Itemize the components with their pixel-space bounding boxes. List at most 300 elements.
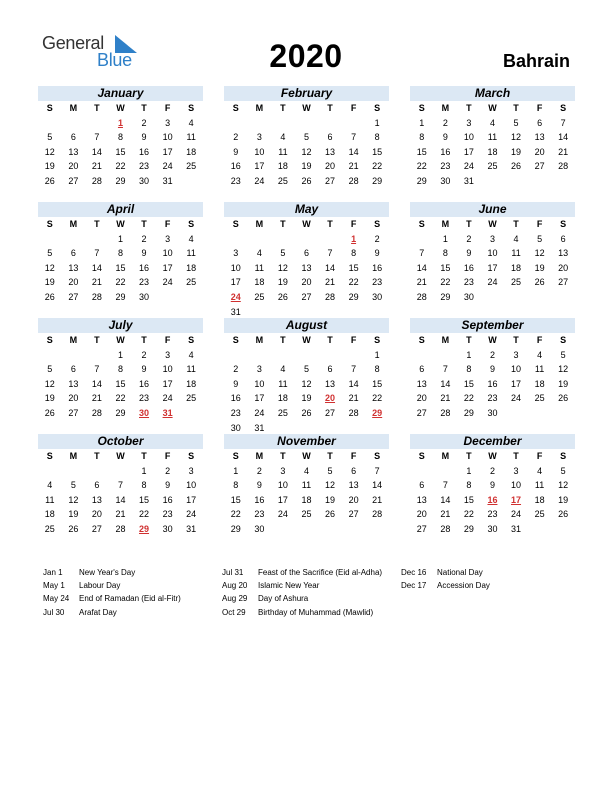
day-cell: 4 bbox=[188, 233, 194, 244]
holiday-day-cell: 17 bbox=[511, 494, 522, 505]
weekday-label: W bbox=[116, 451, 125, 461]
day-cell: 22 bbox=[115, 161, 126, 172]
day-cell: 30 bbox=[440, 175, 451, 186]
weekday-label: S bbox=[46, 451, 53, 461]
day-cell: 4 bbox=[537, 349, 543, 360]
weekday-label: W bbox=[488, 103, 497, 113]
holiday-item bbox=[222, 592, 382, 605]
day-cell: 21 bbox=[558, 146, 569, 157]
day-cell: 18 bbox=[44, 509, 55, 520]
empty-cell bbox=[224, 348, 248, 363]
day-cell: 4 bbox=[537, 465, 543, 476]
holiday-day-cell: 1 bbox=[117, 117, 123, 128]
day-cell: 21 bbox=[440, 509, 451, 520]
holiday-name: Islamic New Year bbox=[258, 581, 320, 591]
weekday-label: T bbox=[513, 103, 519, 113]
day-cell: 26 bbox=[511, 161, 522, 172]
day-cell: 11 bbox=[487, 132, 498, 143]
day-cell: 13 bbox=[91, 494, 102, 505]
day-cell: 19 bbox=[558, 494, 569, 505]
weekday-label: S bbox=[232, 103, 239, 113]
day-cell: 23 bbox=[487, 393, 498, 404]
weekday-label: S bbox=[418, 335, 425, 345]
day-cell: 3 bbox=[513, 349, 519, 360]
day-cell: 8 bbox=[466, 364, 472, 375]
empty-cell bbox=[481, 174, 505, 189]
day-cell: 7 bbox=[560, 117, 566, 128]
day-cell: 7 bbox=[94, 132, 100, 143]
day-cell: 4 bbox=[188, 349, 194, 360]
day-cell: 17 bbox=[277, 494, 288, 505]
weekday-label: S bbox=[46, 103, 53, 113]
month-november bbox=[224, 434, 389, 537]
day-cell: 3 bbox=[188, 465, 194, 476]
weekday-label: T bbox=[327, 451, 333, 461]
empty-cell bbox=[410, 232, 434, 247]
day-cell: 26 bbox=[277, 291, 288, 302]
weekday-label: M bbox=[255, 335, 264, 345]
day-cell: 23 bbox=[162, 509, 173, 520]
day-cell: 30 bbox=[487, 523, 498, 534]
day-cell: 8 bbox=[233, 480, 239, 491]
empty-cell bbox=[271, 421, 295, 436]
day-cell: 7 bbox=[419, 248, 425, 259]
day-cell: 26 bbox=[44, 407, 55, 418]
empty-cell bbox=[528, 174, 552, 189]
day-cell: 22 bbox=[463, 393, 474, 404]
day-cell: 17 bbox=[162, 378, 173, 389]
day-cell: 13 bbox=[558, 248, 569, 259]
holiday-day-cell: 29 bbox=[372, 407, 383, 418]
empty-cell bbox=[271, 348, 295, 363]
day-cell: 16 bbox=[487, 378, 498, 389]
empty-cell bbox=[342, 305, 366, 320]
day-cell: 22 bbox=[416, 161, 427, 172]
day-cell: 31 bbox=[254, 422, 265, 433]
empty-cell bbox=[38, 348, 62, 363]
day-cell: 25 bbox=[301, 509, 312, 520]
day-cell: 23 bbox=[487, 509, 498, 520]
day-cell: 10 bbox=[487, 248, 498, 259]
day-cell: 28 bbox=[325, 291, 336, 302]
day-cell: 16 bbox=[372, 262, 383, 273]
day-cell: 1 bbox=[419, 117, 425, 128]
day-cell: 20 bbox=[301, 277, 312, 288]
day-cell: 8 bbox=[374, 132, 380, 143]
weekday-label: S bbox=[46, 335, 53, 345]
day-cell: 24 bbox=[254, 407, 265, 418]
month-january bbox=[38, 86, 203, 189]
day-cell: 7 bbox=[374, 465, 380, 476]
day-cell: 15 bbox=[348, 262, 359, 273]
day-cell: 12 bbox=[511, 132, 522, 143]
weekday-label: M bbox=[255, 219, 264, 229]
day-cell: 17 bbox=[254, 161, 265, 172]
empty-cell bbox=[365, 421, 389, 436]
day-cell: 26 bbox=[325, 509, 336, 520]
empty-cell bbox=[38, 464, 62, 479]
holiday-day-cell: 20 bbox=[325, 393, 336, 404]
holiday-name: End of Ramadan (Eid al-Fitr) bbox=[79, 594, 181, 604]
day-cell: 7 bbox=[94, 248, 100, 259]
day-cell: 15 bbox=[372, 146, 383, 157]
day-cell: 8 bbox=[117, 364, 123, 375]
day-cell: 6 bbox=[327, 364, 333, 375]
weekday-label: W bbox=[302, 335, 311, 345]
day-cell: 3 bbox=[466, 117, 472, 128]
empty-cell bbox=[271, 116, 295, 131]
day-cell: 13 bbox=[416, 494, 427, 505]
weekday-label: M bbox=[69, 335, 78, 345]
day-cell: 28 bbox=[91, 175, 102, 186]
holiday-date: Jul 30 bbox=[43, 607, 65, 617]
day-cell: 17 bbox=[511, 378, 522, 389]
day-cell: 5 bbox=[70, 480, 76, 491]
day-cell: 25 bbox=[186, 277, 197, 288]
day-cell: 18 bbox=[254, 277, 265, 288]
day-cell: 16 bbox=[139, 378, 150, 389]
day-cell: 3 bbox=[489, 233, 495, 244]
day-cell: 23 bbox=[139, 393, 150, 404]
day-cell: 7 bbox=[117, 480, 123, 491]
weekday-label: M bbox=[255, 451, 264, 461]
weekday-label: T bbox=[141, 219, 147, 229]
day-cell: 15 bbox=[372, 378, 383, 389]
empty-cell bbox=[318, 116, 342, 131]
day-cell: 18 bbox=[534, 378, 545, 389]
empty-cell bbox=[318, 522, 342, 537]
day-cell: 1 bbox=[233, 465, 239, 476]
weekday-label: T bbox=[513, 335, 519, 345]
day-cell: 19 bbox=[44, 161, 55, 172]
day-cell: 2 bbox=[374, 233, 380, 244]
day-cell: 7 bbox=[327, 248, 333, 259]
weekday-label: W bbox=[488, 451, 497, 461]
holiday-item bbox=[222, 579, 382, 592]
empty-cell bbox=[342, 348, 366, 363]
weekday-label: F bbox=[350, 219, 357, 229]
day-cell: 27 bbox=[416, 407, 427, 418]
day-cell: 29 bbox=[440, 291, 451, 302]
day-cell: 18 bbox=[301, 494, 312, 505]
day-cell: 9 bbox=[233, 146, 239, 157]
day-cell: 10 bbox=[254, 378, 265, 389]
holiday-name: Accession Day bbox=[437, 581, 490, 591]
month-june bbox=[410, 202, 575, 305]
day-cell: 29 bbox=[115, 291, 126, 302]
day-cell: 15 bbox=[139, 494, 150, 505]
day-cell: 14 bbox=[558, 132, 569, 143]
calendar-year: 2020 bbox=[269, 38, 343, 74]
day-cell: 22 bbox=[115, 393, 126, 404]
weekday-label: T bbox=[513, 451, 519, 461]
day-cell: 3 bbox=[165, 349, 171, 360]
weekday-label: T bbox=[513, 219, 519, 229]
day-cell: 27 bbox=[416, 523, 427, 534]
empty-cell bbox=[318, 232, 342, 247]
day-cell: 6 bbox=[303, 248, 309, 259]
empty-cell bbox=[248, 305, 272, 320]
weekday-label: M bbox=[441, 451, 450, 461]
day-cell: 13 bbox=[534, 132, 545, 143]
day-cell: 3 bbox=[280, 465, 286, 476]
weekday-label: S bbox=[232, 451, 239, 461]
empty-cell bbox=[179, 406, 203, 421]
day-cell: 23 bbox=[440, 161, 451, 172]
day-cell: 21 bbox=[115, 509, 126, 520]
weekday-label: F bbox=[536, 335, 543, 345]
day-cell: 27 bbox=[558, 277, 569, 288]
day-cell: 30 bbox=[139, 175, 150, 186]
day-cell: 30 bbox=[162, 523, 173, 534]
day-cell: 3 bbox=[256, 132, 262, 143]
weekday-label: W bbox=[116, 335, 125, 345]
day-cell: 1 bbox=[141, 465, 147, 476]
day-cell: 1 bbox=[442, 233, 448, 244]
month-title: August bbox=[224, 318, 389, 333]
day-cell: 15 bbox=[115, 262, 126, 273]
day-cell: 5 bbox=[303, 132, 309, 143]
day-cell: 2 bbox=[141, 117, 147, 128]
day-cell: 26 bbox=[44, 291, 55, 302]
day-cell: 19 bbox=[511, 146, 522, 157]
day-cell: 30 bbox=[487, 407, 498, 418]
day-cell: 2 bbox=[233, 132, 239, 143]
day-cell: 26 bbox=[558, 393, 569, 404]
day-cell: 24 bbox=[162, 161, 173, 172]
weekday-label: T bbox=[94, 103, 100, 113]
day-cell: 6 bbox=[70, 364, 76, 375]
empty-cell bbox=[481, 290, 505, 305]
empty-cell bbox=[271, 305, 295, 320]
weekday-label: S bbox=[232, 335, 239, 345]
day-cell: 1 bbox=[374, 117, 380, 128]
day-cell: 29 bbox=[230, 523, 241, 534]
day-cell: 4 bbox=[280, 364, 286, 375]
day-cell: 27 bbox=[325, 175, 336, 186]
day-cell: 24 bbox=[511, 393, 522, 404]
day-cell: 23 bbox=[254, 509, 265, 520]
day-cell: 26 bbox=[44, 175, 55, 186]
weekday-label: T bbox=[466, 335, 472, 345]
day-cell: 13 bbox=[348, 480, 359, 491]
weekday-label: S bbox=[418, 451, 425, 461]
month-title: November bbox=[224, 434, 389, 449]
day-cell: 16 bbox=[463, 262, 474, 273]
day-cell: 17 bbox=[230, 277, 241, 288]
empty-cell bbox=[504, 174, 528, 189]
day-cell: 26 bbox=[301, 175, 312, 186]
holiday-day-cell: 24 bbox=[230, 291, 241, 302]
holiday-day-cell: 30 bbox=[139, 407, 150, 418]
empty-cell bbox=[318, 348, 342, 363]
empty-cell bbox=[224, 232, 248, 247]
empty-cell bbox=[295, 116, 319, 131]
day-cell: 26 bbox=[301, 407, 312, 418]
day-cell: 14 bbox=[440, 494, 451, 505]
weekday-label: M bbox=[69, 451, 78, 461]
weekday-label: S bbox=[188, 335, 195, 345]
empty-cell bbox=[62, 348, 86, 363]
weekday-label: F bbox=[164, 103, 171, 113]
day-cell: 19 bbox=[301, 393, 312, 404]
day-cell: 1 bbox=[466, 465, 472, 476]
day-cell: 6 bbox=[419, 480, 425, 491]
weekday-label: T bbox=[466, 103, 472, 113]
day-cell: 18 bbox=[186, 378, 197, 389]
day-cell: 9 bbox=[256, 480, 262, 491]
day-cell: 14 bbox=[91, 146, 102, 157]
day-cell: 24 bbox=[254, 175, 265, 186]
day-cell: 23 bbox=[230, 175, 241, 186]
day-cell: 13 bbox=[68, 262, 79, 273]
holiday-column bbox=[222, 566, 382, 619]
weekday-label: W bbox=[302, 219, 311, 229]
day-cell: 10 bbox=[162, 132, 173, 143]
weekday-label: T bbox=[141, 103, 147, 113]
weekday-label: T bbox=[94, 335, 100, 345]
weekday-label: S bbox=[374, 335, 381, 345]
day-cell: 8 bbox=[141, 480, 147, 491]
day-cell: 31 bbox=[230, 306, 241, 317]
holiday-date: Oct 29 bbox=[222, 607, 246, 617]
weekday-label: T bbox=[141, 451, 147, 461]
day-cell: 15 bbox=[115, 378, 126, 389]
day-cell: 9 bbox=[489, 480, 495, 491]
day-cell: 26 bbox=[68, 523, 79, 534]
day-cell: 8 bbox=[351, 248, 357, 259]
day-cell: 25 bbox=[534, 393, 545, 404]
holiday-column bbox=[401, 566, 490, 592]
day-cell: 27 bbox=[325, 407, 336, 418]
day-cell: 9 bbox=[141, 364, 147, 375]
day-cell: 1 bbox=[374, 349, 380, 360]
day-cell: 9 bbox=[141, 132, 147, 143]
day-cell: 11 bbox=[186, 132, 196, 143]
day-cell: 18 bbox=[186, 262, 197, 273]
day-cell: 24 bbox=[487, 277, 498, 288]
day-cell: 24 bbox=[186, 509, 197, 520]
weekday-label: M bbox=[69, 219, 78, 229]
weekday-label: S bbox=[232, 219, 239, 229]
day-cell: 28 bbox=[348, 407, 359, 418]
empty-cell bbox=[365, 305, 389, 320]
day-cell: 28 bbox=[348, 175, 359, 186]
empty-cell bbox=[295, 421, 319, 436]
weekday-label: T bbox=[280, 451, 286, 461]
weekday-label: M bbox=[441, 103, 450, 113]
day-cell: 10 bbox=[511, 364, 522, 375]
day-cell: 3 bbox=[256, 364, 262, 375]
day-cell: 30 bbox=[463, 291, 474, 302]
day-cell: 29 bbox=[348, 291, 359, 302]
day-cell: 14 bbox=[372, 480, 383, 491]
day-cell: 10 bbox=[254, 146, 265, 157]
day-cell: 23 bbox=[139, 277, 150, 288]
month-title: February bbox=[224, 86, 389, 101]
day-cell: 5 bbox=[47, 132, 53, 143]
month-title: October bbox=[38, 434, 203, 449]
empty-cell bbox=[410, 348, 434, 363]
day-cell: 23 bbox=[230, 407, 241, 418]
day-cell: 17 bbox=[254, 393, 265, 404]
day-cell: 17 bbox=[162, 262, 173, 273]
holiday-item bbox=[43, 566, 181, 579]
weekday-label: W bbox=[116, 103, 125, 113]
day-cell: 24 bbox=[463, 161, 474, 172]
day-cell: 13 bbox=[325, 378, 336, 389]
weekday-label: S bbox=[418, 219, 425, 229]
weekday-label: S bbox=[46, 219, 53, 229]
day-cell: 25 bbox=[277, 175, 288, 186]
weekday-label: W bbox=[302, 451, 311, 461]
day-cell: 28 bbox=[91, 291, 102, 302]
day-cell: 17 bbox=[487, 262, 498, 273]
empty-cell bbox=[179, 290, 203, 305]
day-cell: 12 bbox=[325, 480, 336, 491]
month-title: July bbox=[38, 318, 203, 333]
day-cell: 21 bbox=[91, 393, 102, 404]
weekday-label: T bbox=[327, 103, 333, 113]
day-cell: 5 bbox=[537, 233, 543, 244]
empty-cell bbox=[109, 464, 133, 479]
holiday-item bbox=[43, 592, 181, 605]
holiday-date: Aug 29 bbox=[222, 594, 248, 604]
day-cell: 4 bbox=[47, 480, 53, 491]
day-cell: 10 bbox=[230, 262, 241, 273]
day-cell: 5 bbox=[513, 117, 519, 128]
day-cell: 19 bbox=[277, 277, 288, 288]
weekday-label: W bbox=[116, 219, 125, 229]
day-cell: 4 bbox=[513, 233, 519, 244]
day-cell: 16 bbox=[230, 393, 241, 404]
day-cell: 11 bbox=[534, 480, 545, 491]
holiday-date: Jan 1 bbox=[43, 568, 63, 577]
day-cell: 3 bbox=[233, 248, 239, 259]
day-cell: 27 bbox=[68, 407, 79, 418]
day-cell: 2 bbox=[489, 349, 495, 360]
empty-cell bbox=[248, 232, 272, 247]
day-cell: 1 bbox=[466, 349, 472, 360]
weekday-label: T bbox=[141, 335, 147, 345]
weekday-label: T bbox=[94, 219, 100, 229]
day-cell: 6 bbox=[70, 132, 76, 143]
holiday-day-cell: 31 bbox=[162, 407, 173, 418]
month-title: September bbox=[410, 318, 575, 333]
day-cell: 5 bbox=[47, 364, 53, 375]
empty-cell bbox=[342, 522, 366, 537]
holiday-name: National Day bbox=[437, 568, 483, 577]
day-cell: 8 bbox=[419, 132, 425, 143]
day-cell: 11 bbox=[278, 378, 288, 389]
day-cell: 19 bbox=[325, 494, 336, 505]
day-cell: 22 bbox=[440, 277, 451, 288]
day-cell: 27 bbox=[68, 291, 79, 302]
day-cell: 9 bbox=[442, 132, 448, 143]
day-cell: 20 bbox=[68, 161, 79, 172]
day-cell: 9 bbox=[233, 378, 239, 389]
day-cell: 28 bbox=[372, 509, 383, 520]
day-cell: 22 bbox=[372, 393, 383, 404]
day-cell: 30 bbox=[139, 291, 150, 302]
empty-cell bbox=[551, 522, 575, 537]
day-cell: 12 bbox=[301, 378, 312, 389]
day-cell: 11 bbox=[45, 494, 55, 505]
empty-cell bbox=[248, 348, 272, 363]
empty-cell bbox=[342, 421, 366, 436]
day-cell: 21 bbox=[372, 494, 383, 505]
empty-cell bbox=[271, 232, 295, 247]
